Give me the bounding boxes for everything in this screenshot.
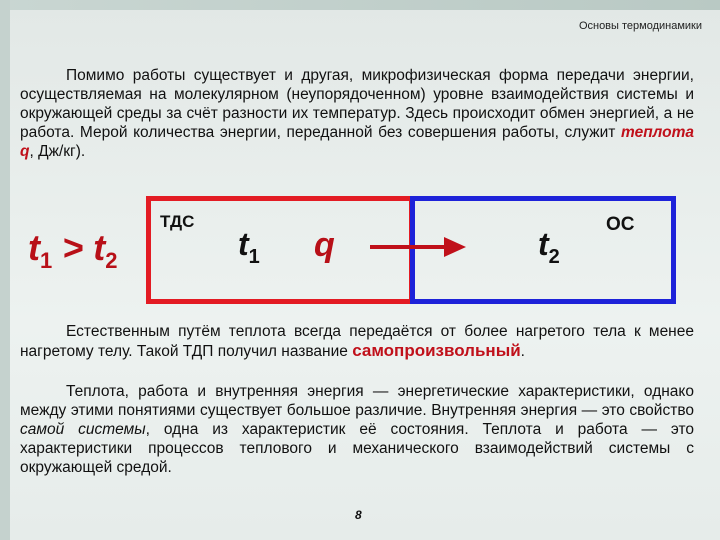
paragraph-text: Естественным путём теплота всегда передаётся от более нагретого тела к менее нагретому телу. Такой ТДП получил название xyxy=(20,323,694,360)
paragraph-energy-characteristics xyxy=(20,382,694,477)
heat-flow-arrow-icon xyxy=(368,234,468,260)
compare-t2-sub: 2 xyxy=(105,248,118,273)
paragraph-spontaneous xyxy=(20,322,694,361)
top-decoration-bar xyxy=(0,0,720,10)
page-number: 8 xyxy=(355,508,362,522)
inner-t2: t xyxy=(538,226,549,262)
environment-temperature xyxy=(538,226,560,269)
paragraph-text-b: , одна из характеристик её состояния. Теплота и работа — это характеристики процессов теплового и механического взаимодействий системы с окружающей средой. xyxy=(20,421,694,476)
environment-label: ОС xyxy=(606,214,635,235)
system-label: ТДС xyxy=(160,212,195,231)
paragraph-tail: . xyxy=(520,343,525,360)
slide-header: Основы термодинамики xyxy=(578,20,702,32)
inner-t2-sub: 2 xyxy=(548,246,560,268)
system-temperature xyxy=(238,226,260,269)
compare-t1-sub: 1 xyxy=(40,248,53,273)
compare-t2: t xyxy=(93,227,106,268)
compare-t1: t xyxy=(28,227,40,268)
paragraph-tail: , Дж/кг). xyxy=(29,143,86,160)
paragraph-text: Помимо работы существует и другая, микрофизическая форма передачи энергии, осуществляемая на молекулярном (неупорядоченном) уровне взаимодействия системы и окружающей среды за счёт разности их температур. Здесь происходит обмен энергией, а не работа. Мерой количества энергии, переданной без совершения работы, служит xyxy=(20,67,694,141)
term-system-itself: самой системы xyxy=(20,421,146,438)
temperature-comparison xyxy=(28,228,118,281)
inner-t1: t xyxy=(238,226,249,262)
paragraph-heat-definition xyxy=(20,66,694,161)
term-heat: теплота q xyxy=(20,124,694,160)
heat-symbol: q xyxy=(314,226,335,264)
term-spontaneous: самопроизвольный xyxy=(352,341,521,360)
compare-operator: > xyxy=(52,227,94,268)
left-decoration-bar xyxy=(0,0,10,540)
paragraph-text-a: Теплота, работа и внутренняя энергия — энергетические характеристики, однако между этими понятиями существует большое различие. Внутренняя энергия — это свойство xyxy=(20,383,694,419)
inner-t1-sub: 1 xyxy=(248,246,260,268)
